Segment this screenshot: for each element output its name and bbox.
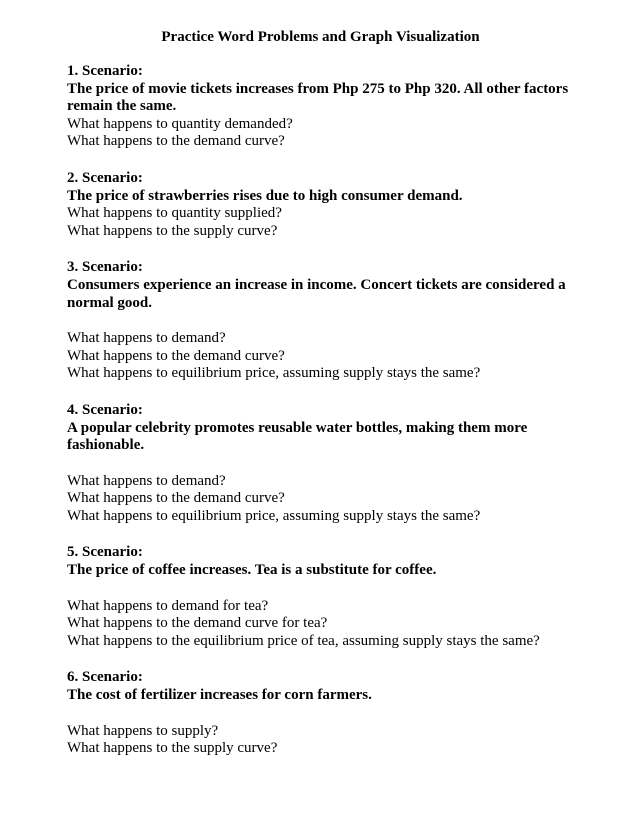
scenario-4 xyxy=(67,402,627,526)
question: What happens to demand for tea? xyxy=(67,597,269,614)
scenario-statement: The cost of fertilizer increases for corn farmers. xyxy=(67,687,372,704)
scenario-statement: The price of movie tickets increases from Php 275 to Php 320. All other factors xyxy=(67,80,569,97)
scenario-statement: The price of coffee increases. Tea is a substitute for coffee. xyxy=(67,562,437,579)
scenario-statement: normal good. xyxy=(67,294,153,311)
scenario-2 xyxy=(67,170,627,240)
scenario-heading: 2. Scenario: xyxy=(67,169,143,186)
question: What happens to demand? xyxy=(67,330,226,347)
question: What happens to the supply curve? xyxy=(67,222,278,239)
question: What happens to quantity supplied? xyxy=(67,205,282,222)
question: What happens to equilibrium price, assuming supply stays the same? xyxy=(67,365,481,382)
question: What happens to the demand curve for tea? xyxy=(67,615,328,632)
question: What happens to the demand curve? xyxy=(67,133,285,150)
question: What happens to the supply curve? xyxy=(67,740,278,757)
question: What happens to the equilibrium price of tea, assuming supply stays the same? xyxy=(67,632,540,649)
scenario-statement: Consumers experience an increase in income. Concert tickets are considered a xyxy=(67,276,566,293)
scenario-6 xyxy=(67,669,627,757)
scenario-heading: 6. Scenario: xyxy=(67,669,143,686)
question: What happens to quantity demanded? xyxy=(67,115,293,132)
scenario-statement: fashionable. xyxy=(67,437,145,454)
document-title: Practice Word Problems and Graph Visualization xyxy=(161,29,480,45)
scenario-heading: 1. Scenario: xyxy=(67,63,143,79)
question: What happens to the demand curve? xyxy=(67,490,285,507)
scenario-statement: The price of strawberries rises due to high consumer demand. xyxy=(67,187,463,204)
question: What happens to the demand curve? xyxy=(67,347,285,364)
scenario-1 xyxy=(67,63,627,151)
question: What happens to supply? xyxy=(67,722,219,739)
scenario-heading: 3. Scenario: xyxy=(67,259,143,276)
scenario-heading: 5. Scenario: xyxy=(67,544,143,561)
blank-line xyxy=(67,455,627,473)
scenario-statement: remain the same. xyxy=(67,98,177,115)
question: What happens to demand? xyxy=(67,472,226,489)
scenario-3 xyxy=(67,259,627,383)
blank-line xyxy=(67,580,627,598)
scenario-statement: A popular celebrity promotes reusable water bottles, making them more xyxy=(67,419,528,436)
blank-line xyxy=(67,705,627,723)
blank-line xyxy=(67,312,627,330)
scenario-list xyxy=(67,63,627,777)
scenario-5 xyxy=(67,544,627,650)
scenario-heading: 4. Scenario: xyxy=(67,401,143,418)
question: What happens to equilibrium price, assuming supply stays the same? xyxy=(67,507,481,524)
